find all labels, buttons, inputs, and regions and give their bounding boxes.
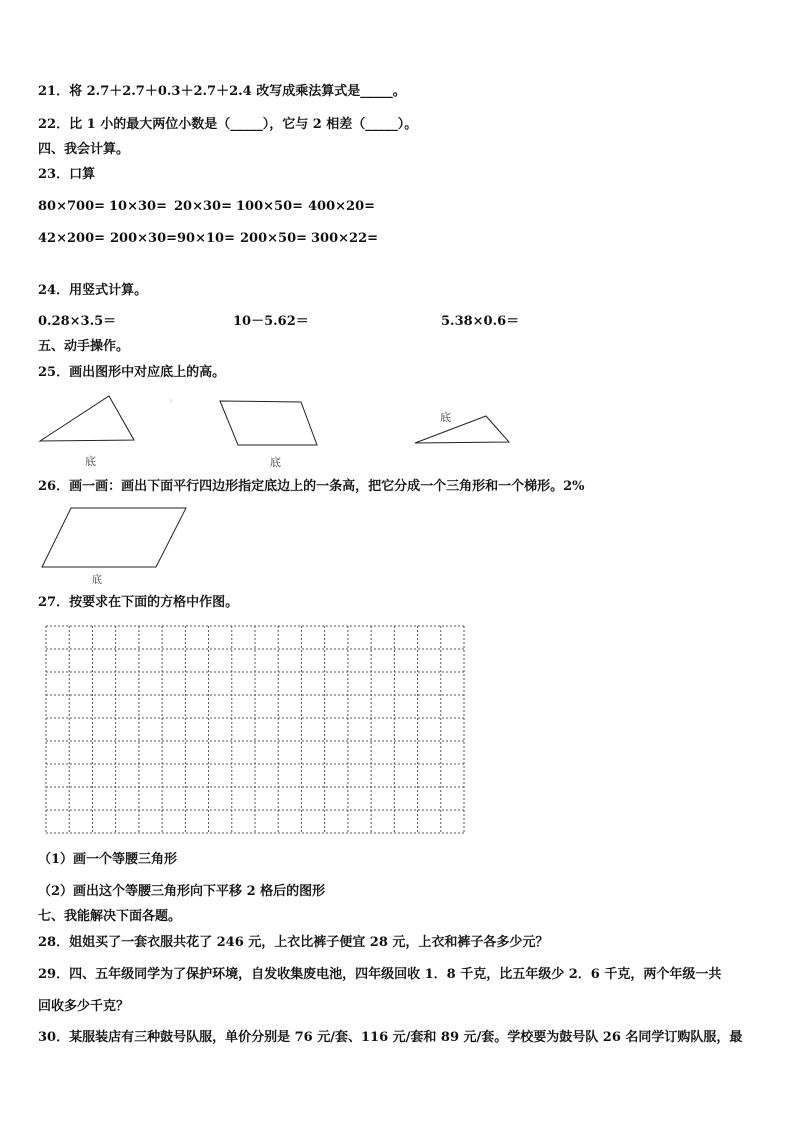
question-25 <box>38 365 225 381</box>
section-heading-4: 四、我会计算。 <box>38 142 130 157</box>
section-heading-7: 七、我能解决下面各题。 <box>38 909 182 924</box>
question-text: 四、五年级同学为了保护环境，自发收集废电池，四年级回收 1．8 千克，比五年级少 2．6 千克，两个年级一共 <box>69 967 722 982</box>
question-number: 26． <box>38 479 70 494</box>
base-label: 底 <box>270 456 281 469</box>
triangle-figure-2[interactable] <box>415 416 509 443</box>
oral-calc-item: 80×700= <box>38 199 106 214</box>
base-label: 底 <box>440 411 451 424</box>
question-text: 某服装店有三种鼓号队服，单价分别是 76 元/套、116 元/套和 89 元/套。学校要为鼓号队 26 名同学订购队服，最 <box>69 1030 743 1045</box>
question-26 <box>38 479 585 495</box>
question-23 <box>38 167 95 183</box>
question-number: 29． <box>38 967 70 982</box>
vertical-calc-item: 10－5.62＝ <box>233 314 309 329</box>
question-number: 21． <box>38 84 70 99</box>
question-title: 画出图形中对应底上的高。 <box>69 365 226 380</box>
q25-figures <box>30 390 530 450</box>
q26-figure <box>40 505 190 570</box>
question-29-continued: 回收多少千克？ <box>38 999 130 1014</box>
question-21 <box>38 84 406 100</box>
oral-calc-item: 10×30= <box>109 199 167 214</box>
question-title: 用竖式计算。 <box>69 283 148 298</box>
question-text: 姐姐买了一套衣服共花了 246 元，上衣比裤子便宜 28 元，上衣和裤子各多少元？ <box>69 935 549 950</box>
parallelogram-figure[interactable] <box>220 401 317 445</box>
question-27 <box>38 595 238 611</box>
parallelogram-figure[interactable] <box>42 508 186 567</box>
question-text: 比 1 小的最大两位小数是（_____），它与 2 相差（_____）。 <box>69 117 418 132</box>
oral-calc-item: 400×20= <box>308 199 376 214</box>
question-29 <box>38 967 721 983</box>
dotted-grid[interactable] <box>44 625 466 835</box>
question-number: 27． <box>38 595 70 610</box>
oral-calc-item: 20×30= <box>174 199 232 214</box>
q27-sub-1: （1）画一个等腰三角形 <box>38 852 178 867</box>
question-22 <box>38 117 417 133</box>
oral-calc-item: 200×30= <box>110 231 178 246</box>
question-end: 。 <box>392 84 406 99</box>
section-heading-5: 五、动手操作。 <box>38 339 130 354</box>
q27-sub-2: （2）画出这个等腰三角形向下平移 2 格后的图形 <box>38 884 326 899</box>
base-label: 底 <box>85 455 96 468</box>
triangle-figure-1[interactable] <box>40 396 134 441</box>
question-title: 画一画：画出下面平行四边形指定底边上的一条高，把它分成一个三角形和一个梯形。2% <box>69 479 585 494</box>
question-number: 24． <box>38 283 70 298</box>
question-24 <box>38 283 147 299</box>
question-30 <box>38 1030 742 1046</box>
vertical-calc-item: 5.38×0.6＝ <box>441 314 520 329</box>
question-number: 30． <box>38 1030 70 1045</box>
vertical-calc-item: 0.28×3.5＝ <box>38 314 117 329</box>
question-number: 23． <box>38 167 70 182</box>
answer-blank[interactable]: _____ <box>360 84 393 99</box>
oral-calc-item: 100×50= <box>236 199 304 214</box>
question-title: 按要求在下面的方格中作图。 <box>69 595 239 610</box>
oral-calc-item: 200×50= <box>240 231 308 246</box>
question-number: 25． <box>38 365 70 380</box>
base-label: 底 <box>92 575 102 586</box>
oral-calc-item: 42×200= <box>38 231 106 246</box>
question-title: 口算 <box>69 167 96 182</box>
question-number: 28． <box>38 935 70 950</box>
question-28 <box>38 935 548 951</box>
question-text: 将 2.7＋2.7＋0.3＋2.7＋2.4 改写成乘法算式是 <box>69 84 361 99</box>
oral-calc-item: 90×10= <box>177 231 235 246</box>
question-number: 22． <box>38 117 70 132</box>
oral-calc-item: 300×22= <box>311 231 379 246</box>
